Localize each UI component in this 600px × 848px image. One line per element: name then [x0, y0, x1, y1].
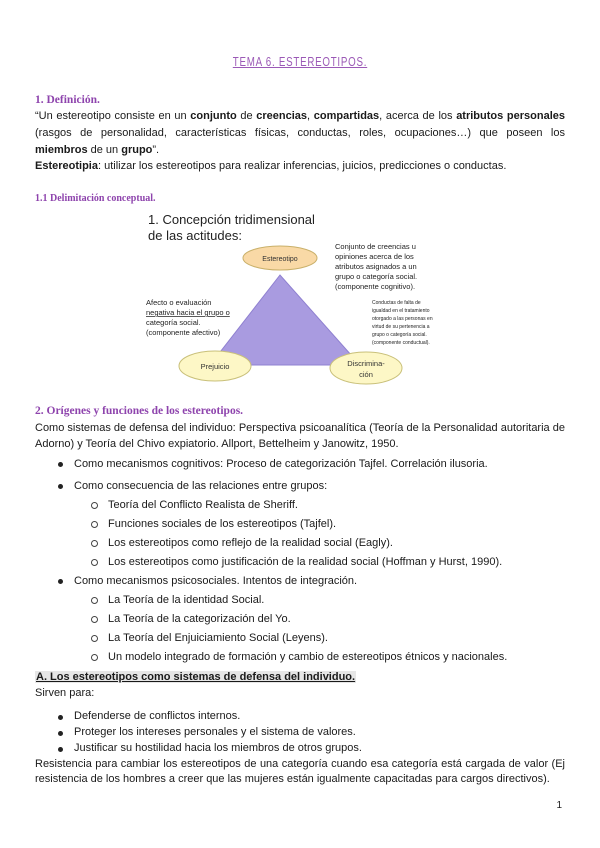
- sub-bullet-icon: [91, 521, 98, 528]
- estereotipia-paragraph: [35, 158, 565, 175]
- sub-bullet-icon: [91, 654, 98, 661]
- bullet-icon: [58, 462, 63, 467]
- bullet-icon: [58, 731, 63, 736]
- aff-line: Afecto o evaluación: [146, 298, 212, 307]
- list-item: Como consecuencia de las relaciones entre grupos:: [74, 480, 328, 492]
- aff-line: (componente afectivo): [146, 328, 221, 337]
- list-item: Como mecanismos psicosociales. Intentos de integración.: [74, 575, 358, 587]
- sub-bullet-icon: [91, 540, 98, 547]
- cog-line: Conjunto de creencias u: [335, 242, 416, 251]
- node-discriminacion: [330, 352, 402, 384]
- sub-list-item: Los estereotipos como justificación de la realidad social (Hoffman y Hurst, 1990).: [108, 556, 503, 568]
- section-1-1-heading: 1.1 Delimitación conceptual.: [35, 193, 156, 204]
- list-item: Justificar su hostilidad hacia los miembros de otros grupos.: [74, 742, 362, 754]
- diagram-title-line1: 1. Concepción tridimensional: [148, 212, 315, 227]
- bold-run: grupo: [121, 144, 153, 156]
- beh-line: otorgado a las personas en: [372, 316, 433, 322]
- list-item: Defenderse de conflictos internos.: [74, 710, 241, 722]
- sub-bullet-icon: [91, 635, 98, 642]
- bold-run: creencias: [256, 110, 308, 122]
- cog-line: (componente cognitivo).: [335, 282, 416, 291]
- behavioral-description: [372, 300, 433, 346]
- aff-line: categoría social.: [146, 318, 201, 327]
- node-estereotipo-label: Estereotipo: [262, 256, 298, 263]
- section-a-intro: Sirven para:: [35, 687, 95, 699]
- bold-run: Estereotipia: [35, 160, 98, 172]
- definition-paragraph: [35, 108, 565, 159]
- sub-bullet-icon: [91, 616, 98, 623]
- bullet-icon: [58, 579, 63, 584]
- sub-bullet-icon: [91, 597, 98, 604]
- cog-line: atributos asignados a un: [335, 262, 417, 271]
- diagram-title-line2: de las actitudes:: [148, 228, 242, 243]
- section-1-heading: 1. Definición.: [35, 94, 100, 106]
- text-run: “Un estereotipo consiste en un: [35, 110, 191, 122]
- section-a-closing: Resistencia para cambiar los estereotipos de una categoría cuando esa categoría está cargada de valor (Ej resistencia de los hombres a creer que las mujeres están igualmente capacitadas para cargos directivos).: [35, 758, 565, 785]
- sub-list-item: Los estereotipos como reflejo de la realidad social (Eagly).: [108, 537, 393, 549]
- attitudes-diagram: [140, 205, 500, 390]
- cog-line: grupo o categoría social.: [335, 272, 418, 281]
- aff-line: negativa hacia el grupo o: [146, 308, 230, 317]
- sub-bullet-icon: [91, 502, 98, 509]
- page-number: 1: [556, 800, 562, 811]
- text-run: de un: [87, 144, 122, 156]
- bold-run: conjunto: [190, 110, 237, 122]
- node-prejuicio-label: Prejuicio: [200, 362, 230, 371]
- sub-bullet-icon: [91, 559, 98, 566]
- sub-list-item: Un modelo integrado de formación y cambio de estereotipos étnicos y nacionales.: [108, 651, 508, 663]
- bullet-icon: [58, 715, 63, 720]
- beh-line: Conductas de falta de: [372, 300, 421, 306]
- cognitive-description: [335, 242, 417, 291]
- text-run: (rasgos de personalidad, características físicas, conductas, roles, ocupaciones…) que poseen los: [35, 127, 565, 139]
- section-2-heading: 2. Orígenes y funciones de los estereotipos.: [35, 405, 244, 417]
- sub-list-item: Funciones sociales de los estereotipos (Tajfel).: [108, 518, 337, 530]
- bullet-icon: [58, 747, 63, 752]
- affective-description: [146, 298, 230, 337]
- text-run: ,: [307, 110, 314, 122]
- text-run: : utilizar los estereotipos para realizar inferencias, juicios, predicciones o conductas.: [97, 160, 507, 172]
- beh-line: (componente conductual).: [372, 340, 430, 346]
- node-discriminacion-label-1: Discrimina-: [347, 359, 385, 368]
- beh-line: grupo o categoría social.: [372, 332, 427, 338]
- text-run: ”.: [152, 144, 160, 156]
- bold-run: miembros: [35, 144, 88, 156]
- section-a-heading: A. Los estereotipos como sistemas de defensa del individuo.: [36, 671, 356, 683]
- section-2-intro: Como sistemas de defensa del individuo: Perspectiva psicoanalítica (Teoría de la Personalidad autoritaria de Adorno) y Teoría del Chivo expiatorio. Allport, Bettelheim y Janowitz, 1950.: [35, 422, 565, 450]
- sub-list-item: La Teoría de la categorización del Yo.: [108, 613, 291, 625]
- document-title: TEMA 6. ESTEREOTIPOS.: [232, 54, 368, 69]
- beh-line: virtud de su pertenencia a: [372, 324, 430, 330]
- sub-list-item: La Teoría de la identidad Social.: [108, 594, 265, 606]
- beh-line: igualdad en el tratamiento: [372, 308, 430, 314]
- bullet-icon: [58, 484, 63, 489]
- sub-list-item: La Teoría del Enjuiciamiento Social (Leyens).: [108, 632, 328, 644]
- text-run: , acerca de los: [379, 110, 457, 122]
- list-item: Proteger los intereses personales y el sistema de valores.: [74, 726, 356, 738]
- node-discriminacion-label-2: ción: [359, 370, 373, 379]
- bold-run: compartidas: [313, 110, 380, 122]
- cog-line: opiniones acerca de los: [335, 252, 414, 261]
- text-run: de: [236, 110, 257, 122]
- list-item: Como mecanismos cognitivos: Proceso de categorización Tajfel. Correlación ilusoria.: [74, 458, 488, 470]
- sub-list-item: Teoría del Conflicto Realista de Sheriff.: [108, 499, 298, 511]
- bold-run: atributos personales: [456, 110, 565, 122]
